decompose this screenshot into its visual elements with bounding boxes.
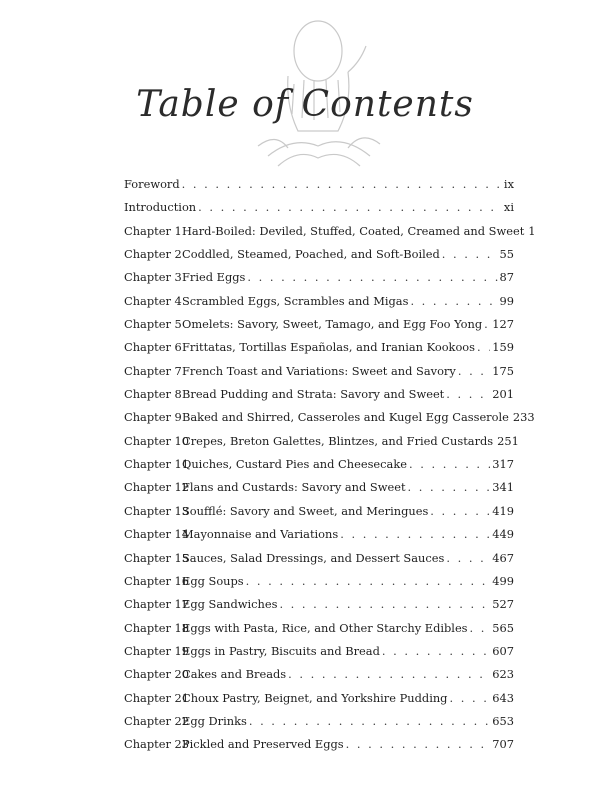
page-number: 499 bbox=[492, 573, 514, 588]
chapter-number: Chapter 8 bbox=[124, 387, 182, 402]
toc-entry[interactable] bbox=[124, 387, 514, 410]
dot-leader bbox=[442, 247, 498, 261]
entry-title: Fried Eggs bbox=[182, 270, 246, 285]
page-number: 201 bbox=[492, 387, 514, 402]
page-number: 419 bbox=[492, 503, 514, 518]
entry-title: Flans and Custards: Savory and Sweet bbox=[182, 480, 406, 495]
toc-entry[interactable] bbox=[124, 621, 514, 644]
entry-title: Omelets: Savory, Sweet, Tamago, and Egg Foo Yong bbox=[182, 317, 483, 332]
dot-leader bbox=[198, 200, 502, 214]
chapter-number: Chapter 9 bbox=[124, 410, 182, 425]
dot-leader bbox=[288, 667, 490, 681]
toc-entry[interactable] bbox=[124, 551, 514, 574]
dot-leader bbox=[410, 294, 497, 308]
chapter-number: Chapter 10 bbox=[124, 433, 190, 448]
dot-leader bbox=[279, 597, 490, 611]
toc-entry[interactable] bbox=[124, 177, 514, 200]
chapter-number: Chapter 23 bbox=[124, 737, 190, 752]
toc-entry[interactable] bbox=[124, 597, 514, 620]
entry-title: Soufflé: Savory and Sweet, and Meringues bbox=[182, 503, 429, 518]
toc-entry[interactable] bbox=[124, 714, 514, 737]
page-number: 251 bbox=[497, 433, 519, 448]
dot-leader bbox=[382, 644, 490, 658]
page-number: 449 bbox=[492, 527, 514, 542]
page-number: 607 bbox=[492, 643, 514, 658]
entry-title: Egg Soups bbox=[182, 573, 244, 588]
chapter-number: Chapter 21 bbox=[124, 690, 190, 705]
dot-leader bbox=[477, 340, 490, 354]
page-number: 643 bbox=[492, 690, 514, 705]
entry-title: Hard-Boiled: Deviled, Stuffed, Coated, Creamed and Sweet bbox=[182, 223, 525, 238]
chapter-number: Chapter 12 bbox=[124, 480, 190, 495]
toc-entry[interactable] bbox=[124, 480, 514, 503]
entry-title: Pickled and Preserved Eggs bbox=[182, 737, 344, 752]
chapter-number: Chapter 15 bbox=[124, 550, 190, 565]
dot-leader bbox=[246, 574, 491, 588]
toc-entry[interactable] bbox=[124, 504, 514, 527]
dot-leader bbox=[430, 504, 490, 518]
entry-title: Mayonnaise and Variations bbox=[182, 527, 339, 542]
page-title: Table of Contents bbox=[136, 84, 474, 125]
dot-leader bbox=[446, 387, 490, 401]
toc-entry[interactable] bbox=[124, 433, 519, 457]
toc-entry[interactable] bbox=[124, 364, 514, 387]
dot-leader bbox=[449, 691, 490, 705]
toc-entry[interactable] bbox=[124, 410, 535, 433]
chapter-number: Chapter 20 bbox=[124, 667, 190, 682]
chapter-number: Chapter 1 bbox=[124, 223, 182, 238]
chapter-number: Chapter 3 bbox=[124, 270, 182, 285]
chapter-number: Chapter 2 bbox=[124, 247, 182, 262]
page-number: 87 bbox=[499, 270, 514, 285]
page-number: 653 bbox=[492, 713, 514, 728]
page-number: 233 bbox=[512, 410, 535, 425]
page-number: 467 bbox=[492, 550, 514, 565]
dot-leader bbox=[470, 621, 491, 635]
dot-leader bbox=[408, 480, 491, 494]
chapter-number: Chapter 16 bbox=[124, 573, 190, 588]
page-number: 565 bbox=[492, 620, 514, 635]
toc-entry[interactable] bbox=[124, 667, 514, 690]
chapter-number: Chapter 14 bbox=[124, 527, 190, 542]
chapter-number: Chapter 11 bbox=[124, 457, 190, 472]
toc-entry[interactable] bbox=[124, 527, 514, 550]
entry-title: Egg Drinks bbox=[182, 713, 247, 728]
dot-leader bbox=[484, 317, 490, 331]
dot-leader bbox=[182, 177, 502, 191]
entry-title: Cakes and Breads bbox=[182, 667, 287, 682]
chapter-number: Chapter 13 bbox=[124, 503, 190, 518]
chapter-number: Chapter 17 bbox=[124, 597, 190, 612]
page-number: 175 bbox=[492, 363, 514, 378]
dot-leader bbox=[446, 551, 490, 565]
toc-entry[interactable] bbox=[124, 457, 514, 480]
toc-entry[interactable] bbox=[124, 644, 514, 667]
dot-leader bbox=[458, 364, 490, 378]
entry-title: Eggs with Pasta, Rice, and Other Starchy Edibles bbox=[182, 620, 468, 635]
entry-title: Eggs in Pastry, Biscuits and Bread bbox=[182, 643, 380, 658]
toc-entry[interactable] bbox=[124, 317, 514, 340]
page-number: 341 bbox=[492, 480, 514, 495]
toc-entry[interactable] bbox=[124, 737, 514, 760]
page-number: 317 bbox=[492, 457, 514, 472]
page-number: 55 bbox=[499, 247, 514, 262]
page-number: ix bbox=[503, 177, 514, 191]
toc-entry[interactable] bbox=[124, 574, 514, 597]
toc-entry[interactable] bbox=[124, 294, 514, 317]
toc-entry[interactable] bbox=[124, 691, 514, 714]
dot-leader bbox=[340, 527, 490, 541]
page-number: 1 bbox=[528, 223, 536, 238]
chapter-number: Chapter 7 bbox=[124, 363, 182, 378]
page-number: 623 bbox=[492, 667, 514, 682]
chapter-number: Chapter 18 bbox=[124, 620, 190, 635]
entry-title: French Toast and Variations: Sweet and Savory bbox=[182, 363, 456, 378]
entry-title: Sauces, Salad Dressings, and Dessert Sauces bbox=[182, 550, 445, 565]
chapter-number: Chapter 22 bbox=[124, 713, 190, 728]
entry-title: Choux Pastry, Beignet, and Yorkshire Pudding bbox=[182, 690, 448, 705]
dot-leader bbox=[346, 737, 491, 751]
entry-title: Baked and Shirred, Casseroles and Kugel Egg Casserole bbox=[182, 410, 509, 425]
entry-title: Frittatas, Tortillas Españolas, and Iranian Kookoos bbox=[182, 340, 476, 355]
page-number: 127 bbox=[492, 317, 514, 332]
toc-entry[interactable] bbox=[124, 223, 536, 247]
entry-title: Coddled, Steamed, Poached, and Soft-Boiled bbox=[182, 247, 440, 262]
page-number: 707 bbox=[492, 737, 514, 752]
page-number: xi bbox=[503, 200, 514, 215]
chapter-number: Chapter 19 bbox=[124, 643, 190, 658]
toc-entry[interactable] bbox=[124, 340, 514, 363]
page-number: 99 bbox=[499, 293, 514, 308]
entry-title: Crepes, Breton Galettes, Blintzes, and Fried Custards bbox=[182, 433, 494, 448]
dot-leader bbox=[249, 714, 490, 728]
entry-title: Bread Pudding and Strata: Savory and Sweet bbox=[182, 387, 445, 402]
page-number: 527 bbox=[492, 597, 514, 612]
entry-title: Egg Sandwiches bbox=[182, 597, 278, 612]
toc-entry[interactable] bbox=[124, 200, 514, 223]
entry-title: Quiches, Custard Pies and Cheesecake bbox=[182, 457, 407, 472]
dot-leader bbox=[409, 457, 490, 471]
chapter-number: Chapter 6 bbox=[124, 340, 182, 355]
chapter-number: Chapter 4 bbox=[124, 293, 182, 308]
entry-title: Scrambled Eggs, Scrambles and Migas bbox=[182, 293, 409, 308]
chapter-number: Chapter 5 bbox=[124, 317, 182, 332]
toc-entry[interactable] bbox=[124, 270, 514, 293]
entry-title: Introduction bbox=[124, 200, 197, 215]
entry-title: Foreword bbox=[124, 177, 180, 191]
page-number: 159 bbox=[492, 340, 514, 355]
toc-entry[interactable] bbox=[124, 247, 514, 270]
dot-leader bbox=[247, 270, 497, 284]
toc-list bbox=[124, 177, 536, 761]
